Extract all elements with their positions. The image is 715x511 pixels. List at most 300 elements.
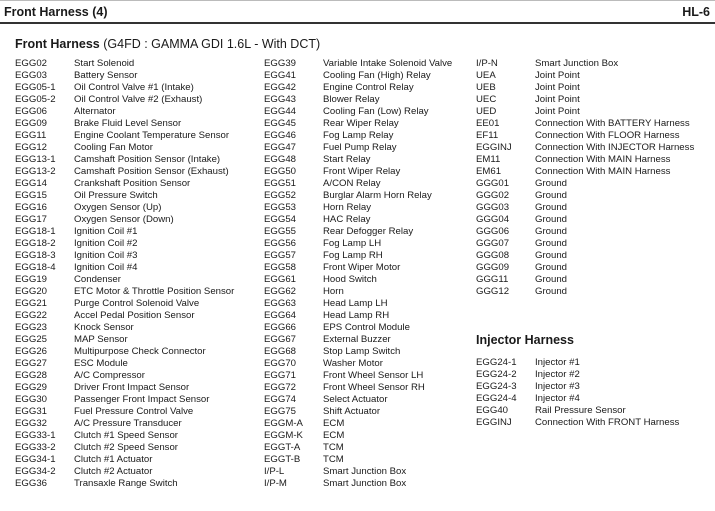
connector-name: Engine Coolant Temperature Sensor (74, 130, 230, 141)
connector-code: EGG34-2 (15, 466, 56, 477)
connector-name: Ground (535, 286, 567, 297)
connector-row (264, 202, 452, 214)
connector-name: Front Wiper Relay (323, 166, 401, 177)
connector-code: EGGM-A (264, 418, 303, 429)
connector-code: EGG27 (15, 358, 47, 369)
connector-code: EGG28 (15, 370, 47, 381)
connector-code: EGG13-1 (15, 154, 56, 165)
connector-row (264, 130, 452, 142)
connector-code: EGG66 (264, 322, 296, 333)
connector-row (264, 106, 452, 118)
connector-name: Connection With FRONT Harness (535, 417, 680, 428)
connector-code: EGG53 (264, 202, 296, 213)
connector-row (476, 286, 694, 298)
connector-code: EGG21 (15, 298, 47, 309)
connector-code: GGG07 (476, 238, 510, 249)
connector-name: Head Lamp RH (323, 310, 390, 321)
connector-row (264, 178, 452, 190)
connector-name: Ground (535, 190, 567, 201)
connector-name: Ignition Coil #3 (74, 250, 138, 261)
connector-name: Blower Relay (323, 94, 380, 105)
connector-code: EGG45 (264, 118, 296, 129)
connector-code: EGG74 (264, 394, 296, 405)
connector-name: Front Wiper Motor (323, 262, 401, 273)
connector-row (15, 286, 234, 298)
connector-row (15, 178, 234, 190)
connector-row (264, 250, 452, 262)
connector-name: Clutch #2 Actuator (74, 466, 153, 477)
connector-row (476, 262, 694, 274)
connector-row (264, 394, 452, 406)
connector-name: Cooling Fan Motor (74, 142, 153, 153)
connector-name: A/C Pressure Transducer (74, 418, 182, 429)
connector-name: Oil Control Valve #1 (Intake) (74, 82, 194, 93)
connector-row (15, 154, 234, 166)
connector-code: EGG70 (264, 358, 296, 369)
connector-code: I/P-L (264, 466, 285, 477)
connector-code: EGG14 (15, 178, 47, 189)
connector-row (264, 382, 452, 394)
connector-code: UEA (476, 70, 496, 81)
connector-row (264, 478, 452, 490)
connector-code: GGG11 (476, 274, 509, 285)
connector-code: EGG23 (15, 322, 47, 333)
connector-row (15, 298, 234, 310)
connector-name: Rear Wiper Relay (323, 118, 399, 129)
connector-row (476, 106, 694, 118)
connector-name: Clutch #1 Actuator (74, 454, 153, 465)
connector-code: EGG05-2 (15, 94, 56, 105)
connector-row (264, 298, 452, 310)
connector-name: Start Solenoid (74, 58, 135, 69)
connector-name: A/CON Relay (323, 178, 381, 189)
connector-row (264, 142, 452, 154)
connector-row (264, 370, 452, 382)
connector-name: Variable Intake Solenoid Valve (323, 58, 453, 69)
connector-name: Ground (535, 178, 567, 189)
connector-name: Crankshaft Position Sensor (74, 178, 191, 189)
connector-code: EGG75 (264, 406, 296, 417)
connector-column-1 (15, 58, 234, 490)
connector-code: EGG17 (15, 214, 47, 225)
connector-row (15, 94, 234, 106)
connector-row (264, 118, 452, 130)
connector-code: EGG25 (15, 334, 47, 345)
connector-name: Connection With BATTERY Harness (535, 118, 690, 129)
connector-name: Oxygen Sensor (Down) (74, 214, 174, 225)
connector-row (264, 442, 452, 454)
connector-name: Battery Sensor (74, 70, 138, 81)
connector-name: Condenser (74, 274, 121, 285)
connector-name: Stop Lamp Switch (323, 346, 401, 357)
connector-row (15, 478, 234, 490)
connector-code: I/P-M (264, 478, 287, 489)
connector-row (264, 346, 452, 358)
connector-name: Driver Front Impact Sensor (74, 382, 190, 393)
connector-code: EGG52 (264, 190, 296, 201)
connector-code: EGG55 (264, 226, 296, 237)
connector-row (476, 70, 694, 82)
connector-code: EGG40 (476, 405, 508, 416)
connector-row (15, 58, 234, 70)
connector-name: Ground (535, 250, 567, 261)
connector-name: Accel Pedal Position Sensor (74, 310, 195, 321)
connector-row (264, 310, 452, 322)
connector-row (476, 226, 694, 238)
connector-row (15, 106, 234, 118)
connector-code: EGG50 (264, 166, 296, 177)
connector-code: EGG39 (264, 58, 296, 69)
front-harness-subtitle: (G4FD : GAMMA GDI 1.6L - With DCT) (103, 37, 321, 51)
connector-name: ETC Motor & Throttle Position Sensor (74, 286, 235, 297)
connector-code: EGG33-1 (15, 430, 56, 441)
connector-code: I/P-N (476, 58, 498, 69)
connector-name: Shift Actuator (323, 406, 381, 417)
connector-code: GGG04 (476, 214, 510, 225)
connector-row (264, 262, 452, 274)
header-title: Front Harness (4) (4, 5, 108, 19)
connector-row (264, 70, 452, 82)
connector-code: EGG48 (264, 154, 296, 165)
connector-code: EGG42 (264, 82, 296, 93)
connector-row (476, 381, 679, 393)
connector-code: EGG24-1 (476, 357, 517, 368)
connector-row (264, 190, 452, 202)
connector-code: EGG34-1 (15, 454, 56, 465)
connector-code: EGG29 (15, 382, 47, 393)
connector-code: EGG05-1 (15, 82, 56, 93)
connector-name: Ground (535, 274, 567, 285)
connector-row (476, 369, 679, 381)
connector-row (476, 130, 694, 142)
connector-code: EGG30 (15, 394, 47, 405)
connector-name: Ground (535, 238, 567, 249)
connector-row (264, 322, 452, 334)
connector-code: EGG57 (264, 250, 296, 261)
connector-row (476, 82, 694, 94)
connector-code: GGG06 (476, 226, 510, 237)
connector-code: EE01 (476, 118, 500, 129)
connector-name: Cooling Fan (High) Relay (323, 70, 431, 81)
connector-name: Joint Point (535, 82, 580, 93)
connector-code: EGG11 (15, 130, 47, 141)
connector-name: Purge Control Solenoid Valve (74, 298, 200, 309)
connector-code: EGG41 (264, 70, 296, 81)
connector-row (476, 214, 694, 226)
connector-row (15, 310, 234, 322)
connector-code: EGG71 (264, 370, 296, 381)
connector-row (264, 466, 452, 478)
connector-code: GGG12 (476, 286, 510, 297)
connector-row (264, 94, 452, 106)
connector-name: MAP Sensor (74, 334, 128, 345)
injector-connector-column (476, 357, 679, 429)
connector-code: EGG36 (15, 478, 47, 489)
connector-code: UED (476, 106, 497, 117)
connector-name: Select Actuator (323, 394, 388, 405)
connector-name: Oxygen Sensor (Up) (74, 202, 162, 213)
connector-name: Oil Pressure Switch (74, 190, 158, 201)
connector-code: EGG61 (264, 274, 296, 285)
connector-code: EGG46 (264, 130, 296, 141)
connector-row (15, 358, 234, 370)
connector-row (476, 118, 694, 130)
connector-name: Fog Lamp Relay (323, 130, 394, 141)
connector-name: Fog Lamp LH (323, 238, 382, 249)
connector-code: EGG18-1 (15, 226, 56, 237)
connector-name: Engine Control Relay (323, 82, 414, 93)
connector-name: Alternator (74, 106, 116, 117)
connector-code: EGGM-K (264, 430, 303, 441)
connector-code: EGG24-4 (476, 393, 517, 404)
connector-name: Horn Relay (323, 202, 371, 213)
connector-name: A/C Compressor (74, 370, 145, 381)
connector-code: EGG13-2 (15, 166, 56, 177)
connector-code: EGG62 (264, 286, 296, 297)
connector-name: Injector #3 (535, 381, 580, 392)
connector-row (476, 202, 694, 214)
connector-code: EGG16 (15, 202, 47, 213)
connector-name: Washer Motor (323, 358, 383, 369)
connector-code: EGG18-3 (15, 250, 56, 261)
connector-code: GGG03 (476, 202, 510, 213)
connector-row (15, 382, 234, 394)
connector-row (15, 274, 234, 286)
connector-name: Connection With INJECTOR Harness (535, 142, 695, 153)
connector-row (264, 430, 452, 442)
connector-name: Fog Lamp RH (323, 250, 383, 261)
connector-code: EGG15 (15, 190, 47, 201)
connector-row (15, 322, 234, 334)
connector-name: Rear Defogger Relay (323, 226, 414, 237)
connector-name: Burglar Alarm Horn Relay (323, 190, 432, 201)
connector-code: EGG58 (264, 262, 296, 273)
connector-row (15, 250, 234, 262)
connector-name: Ground (535, 214, 567, 225)
connector-name: Front Wheel Sensor LH (323, 370, 424, 381)
connector-row (476, 58, 694, 70)
connector-row (15, 442, 234, 454)
connector-row (264, 286, 452, 298)
connector-code: EGG44 (264, 106, 296, 117)
connector-column-2 (264, 58, 452, 490)
connector-row (15, 370, 234, 382)
connector-code: EGGT-A (264, 442, 301, 453)
connector-code: EGG06 (15, 106, 47, 117)
connector-name: Smart Junction Box (323, 466, 407, 477)
connector-name: EPS Control Module (323, 322, 410, 333)
connector-row (264, 418, 452, 430)
connector-code: EGG47 (264, 142, 296, 153)
connector-row (264, 82, 452, 94)
connector-name: Joint Point (535, 70, 580, 81)
connector-row (15, 454, 234, 466)
connector-row (15, 202, 234, 214)
connector-name: TCM (323, 454, 344, 465)
connector-row (476, 142, 694, 154)
connector-name: Cooling Fan (Low) Relay (323, 106, 429, 117)
connector-row (15, 418, 234, 430)
connector-row (264, 226, 452, 238)
connector-name: HAC Relay (323, 214, 371, 225)
connector-name: Ground (535, 226, 567, 237)
connector-row (15, 346, 234, 358)
connector-code: EM11 (476, 154, 501, 165)
connector-row (264, 454, 452, 466)
connector-name: Fuel Pressure Control Valve (74, 406, 194, 417)
connector-code: EGG18-2 (15, 238, 56, 249)
connector-row (476, 417, 679, 429)
connector-row (15, 70, 234, 82)
connector-row (476, 190, 694, 202)
front-harness-title: Front Harness (15, 37, 100, 51)
connector-code: EGG02 (15, 58, 47, 69)
connector-code: EGG32 (15, 418, 47, 429)
connector-code: EGG18-4 (15, 262, 56, 273)
connector-code: EGG63 (264, 298, 296, 309)
connector-name: External Buzzer (323, 334, 391, 345)
connector-row (15, 406, 234, 418)
injector-harness-title: Injector Harness (476, 333, 574, 347)
connector-code: EGG67 (264, 334, 296, 345)
connector-name: Brake Fluid Level Sensor (74, 118, 182, 129)
connector-row (15, 214, 234, 226)
connector-code: EGG31 (15, 406, 47, 417)
connector-row (264, 358, 452, 370)
connector-code: UEB (476, 82, 496, 93)
connector-name: TCM (323, 442, 344, 453)
connector-column-3 (476, 58, 694, 298)
connector-row (476, 154, 694, 166)
connector-row (476, 274, 694, 286)
connector-name: Oil Control Valve #2 (Exhaust) (74, 94, 203, 105)
connector-row (15, 466, 234, 478)
page-number: HL-6 (682, 5, 710, 19)
connector-name: Start Relay (323, 154, 371, 165)
connector-row (264, 274, 452, 286)
connector-name: Clutch #1 Speed Sensor (74, 430, 178, 441)
connector-name: Connection With MAIN Harness (535, 154, 671, 165)
connector-code: EGG22 (15, 310, 47, 321)
connector-name: Connection With FLOOR Harness (535, 130, 680, 141)
connector-code: EGG33-2 (15, 442, 56, 453)
connector-row (476, 357, 679, 369)
connector-row (264, 154, 452, 166)
connector-code: EGG43 (264, 94, 296, 105)
connector-name: Head Lamp LH (323, 298, 388, 309)
connector-code: EGG19 (15, 274, 47, 285)
connector-row (476, 238, 694, 250)
connector-code: EGG56 (264, 238, 296, 249)
connector-name: Injector #1 (535, 357, 580, 368)
connector-name: Multipurpose Check Connector (74, 346, 206, 357)
connector-name: Ground (535, 202, 567, 213)
connector-name: Horn (323, 286, 344, 297)
connector-name: Knock Sensor (74, 322, 134, 333)
connector-row (264, 238, 452, 250)
connector-code: GGG02 (476, 190, 510, 201)
connector-row (264, 58, 452, 70)
connector-name: Ignition Coil #1 (74, 226, 138, 237)
connector-name: Smart Junction Box (535, 58, 619, 69)
connector-name: Injector #4 (535, 393, 580, 404)
connector-row (15, 166, 234, 178)
connector-code: EGG26 (15, 346, 47, 357)
connector-name: Injector #2 (535, 369, 580, 380)
connector-name: Rail Pressure Sensor (535, 405, 626, 416)
connector-row (476, 250, 694, 262)
connector-row (476, 166, 694, 178)
connector-code: EGGINJ (476, 417, 512, 428)
connector-name: ECM (323, 430, 345, 441)
connector-name: Connection With MAIN Harness (535, 166, 671, 177)
connector-row (15, 430, 234, 442)
connector-name: Fuel Pump Relay (323, 142, 397, 153)
connector-name: Ignition Coil #4 (74, 262, 138, 273)
connector-row (15, 118, 234, 130)
connector-name: Ground (535, 262, 567, 273)
connector-code: EGG12 (15, 142, 47, 153)
connector-name: Joint Point (535, 106, 580, 117)
connector-code: EGG64 (264, 310, 296, 321)
connector-code: EF11 (476, 130, 499, 141)
connector-row (264, 214, 452, 226)
connector-code: EGG54 (264, 214, 296, 225)
connector-code: EGG68 (264, 346, 296, 357)
connector-row (15, 262, 234, 274)
connector-code: EM61 (476, 166, 502, 177)
connector-row (15, 334, 234, 346)
connector-name: Front Wheel Sensor RH (323, 382, 425, 393)
connector-row (476, 393, 679, 405)
connector-row (15, 142, 234, 154)
connector-code: EGG24-3 (476, 381, 517, 392)
connector-name: Passenger Front Impact Sensor (74, 394, 210, 405)
connector-code: EGG51 (264, 178, 296, 189)
connector-row (476, 405, 679, 417)
connector-row (15, 82, 234, 94)
connector-name: Camshaft Position Sensor (Intake) (74, 154, 221, 165)
page-header (0, 0, 715, 24)
connector-code: EGG20 (15, 286, 47, 297)
connector-row (476, 94, 694, 106)
connector-name: Smart Junction Box (323, 478, 407, 489)
connector-name: Hood Switch (323, 274, 377, 285)
connector-code: EGG09 (15, 118, 47, 129)
connector-name: Camshaft Position Sensor (Exhaust) (74, 166, 229, 177)
connector-code: EGG24-2 (476, 369, 517, 380)
connector-code: EGG03 (15, 70, 47, 81)
connector-code: GGG01 (476, 178, 510, 189)
connector-row (15, 190, 234, 202)
connector-code: EGGINJ (476, 142, 512, 153)
connector-code: UEC (476, 94, 497, 105)
connector-name: Clutch #2 Speed Sensor (74, 442, 178, 453)
connector-row (15, 238, 234, 250)
front-harness-heading (15, 37, 320, 51)
connector-code: GGG09 (476, 262, 510, 273)
connector-code: EGG72 (264, 382, 296, 393)
connector-row (264, 166, 452, 178)
connector-row (476, 178, 694, 190)
connector-code: GGG08 (476, 250, 510, 261)
connector-row (15, 394, 234, 406)
connector-name: Transaxle Range Switch (74, 478, 178, 489)
connector-row (15, 130, 234, 142)
connector-row (264, 334, 452, 346)
connector-name: ESC Module (74, 358, 128, 369)
connector-code: EGGT-B (264, 454, 301, 465)
